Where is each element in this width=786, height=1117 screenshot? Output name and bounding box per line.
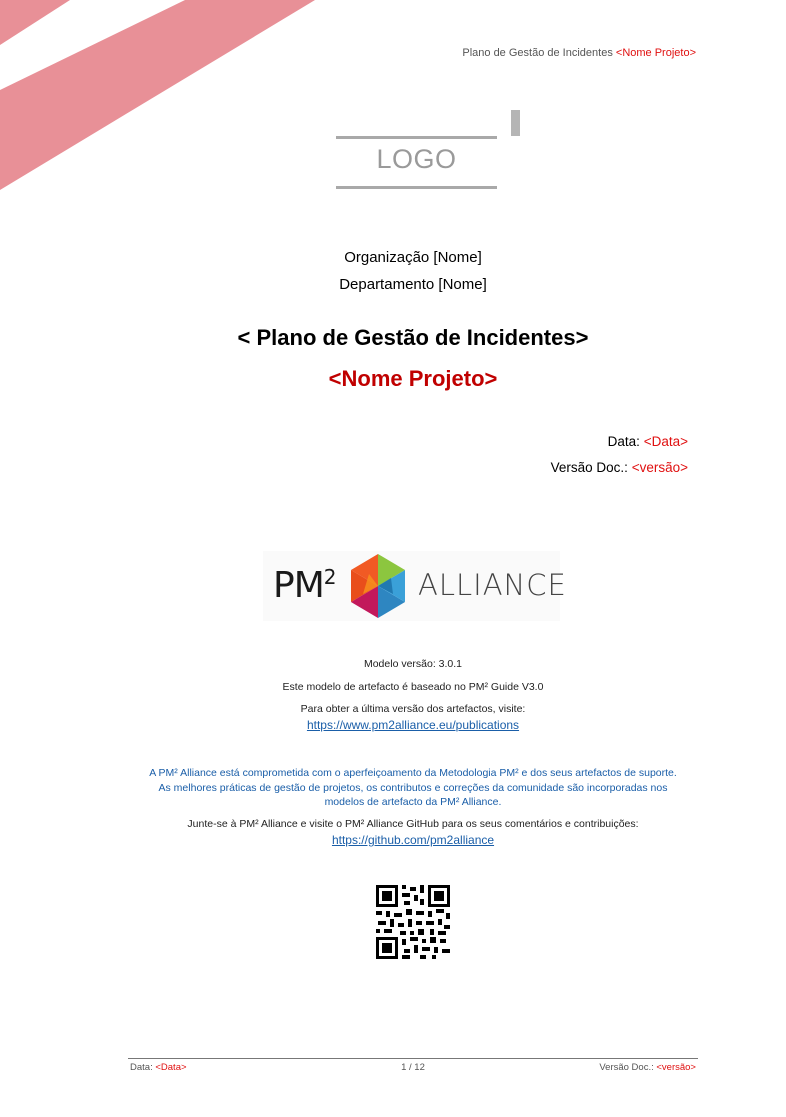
github-link-wrap xyxy=(0,833,786,847)
footer-version-label: Versão Doc.: xyxy=(599,1062,654,1073)
logo-top-rule xyxy=(336,136,497,139)
pm2-alliance-logo xyxy=(263,551,567,621)
project-title: <Nome Projeto> xyxy=(328,366,498,391)
footer-page-number: 1 / 12 xyxy=(401,1062,425,1073)
logo-text: LOGO xyxy=(376,144,457,174)
pm2-logo-text: $PM^2$ xyxy=(273,565,336,606)
page-header xyxy=(462,47,696,59)
date-value: <Data> xyxy=(643,434,688,449)
footer-version-value: <versão> xyxy=(656,1062,696,1073)
organization-block xyxy=(0,244,786,298)
version-value: <versão> xyxy=(631,460,688,475)
based-on-text: Este modelo de artefacto é baseado no PM² Guide V3.0 xyxy=(282,681,544,693)
qr-code-icon xyxy=(376,885,450,959)
corner-stripes-decoration xyxy=(0,0,320,200)
latest-version-text: Para obter a última versão dos artefactos, visite: xyxy=(300,703,526,715)
header-project-placeholder: <Nome Projeto> xyxy=(615,47,696,59)
alliance-note-line2: As melhores práticas de gestão de projetos, os contributos e correções da comunidade são incorporadas nos xyxy=(158,781,668,794)
date-line xyxy=(551,429,688,455)
alliance-note-line3: modelos de artefacto da PM² Alliance. xyxy=(324,796,502,808)
header-doc-title: Plano de Gestão de Incidentes xyxy=(462,47,613,59)
publications-link-wrap xyxy=(0,718,786,732)
organization-name: Organização [Nome] xyxy=(344,249,482,266)
alliance-logo-text: ALLIANCE xyxy=(418,568,567,602)
logo-placeholder-bar xyxy=(511,110,520,136)
logo-bottom-rule xyxy=(336,186,497,189)
alliance-note-line1: A PM² Alliance está comprometida com o aperfeiçoamento da Metodologia PM² e dos seus artefactos de suporte. xyxy=(149,767,677,779)
footer-date-label: Data: xyxy=(130,1062,153,1073)
pm2-hexagon-icon xyxy=(349,554,407,618)
department-name: Departamento [Nome] xyxy=(339,276,487,293)
document-meta xyxy=(551,429,688,481)
alliance-note xyxy=(0,766,786,810)
document-title: < Plano de Gestão de Incidentes> xyxy=(237,325,589,350)
join-text: Junte-se à PM² Alliance e visite o PM² Alliance GitHub para os seus comentários e contribuições: xyxy=(187,818,639,830)
logo-placeholder xyxy=(336,136,497,189)
footer-rule xyxy=(128,1058,698,1059)
publications-link[interactable]: https://www.pm2alliance.eu/publications xyxy=(306,718,520,732)
footer-version xyxy=(599,1062,696,1073)
github-link[interactable]: https://github.com/pm2alliance xyxy=(331,833,495,847)
version-label: Versão Doc.: xyxy=(550,460,628,475)
footer-date-value: <Data> xyxy=(155,1062,187,1073)
version-line xyxy=(551,455,688,481)
model-version: Modelo versão: 3.0.1 xyxy=(363,658,463,670)
date-label: Data: xyxy=(607,434,640,449)
